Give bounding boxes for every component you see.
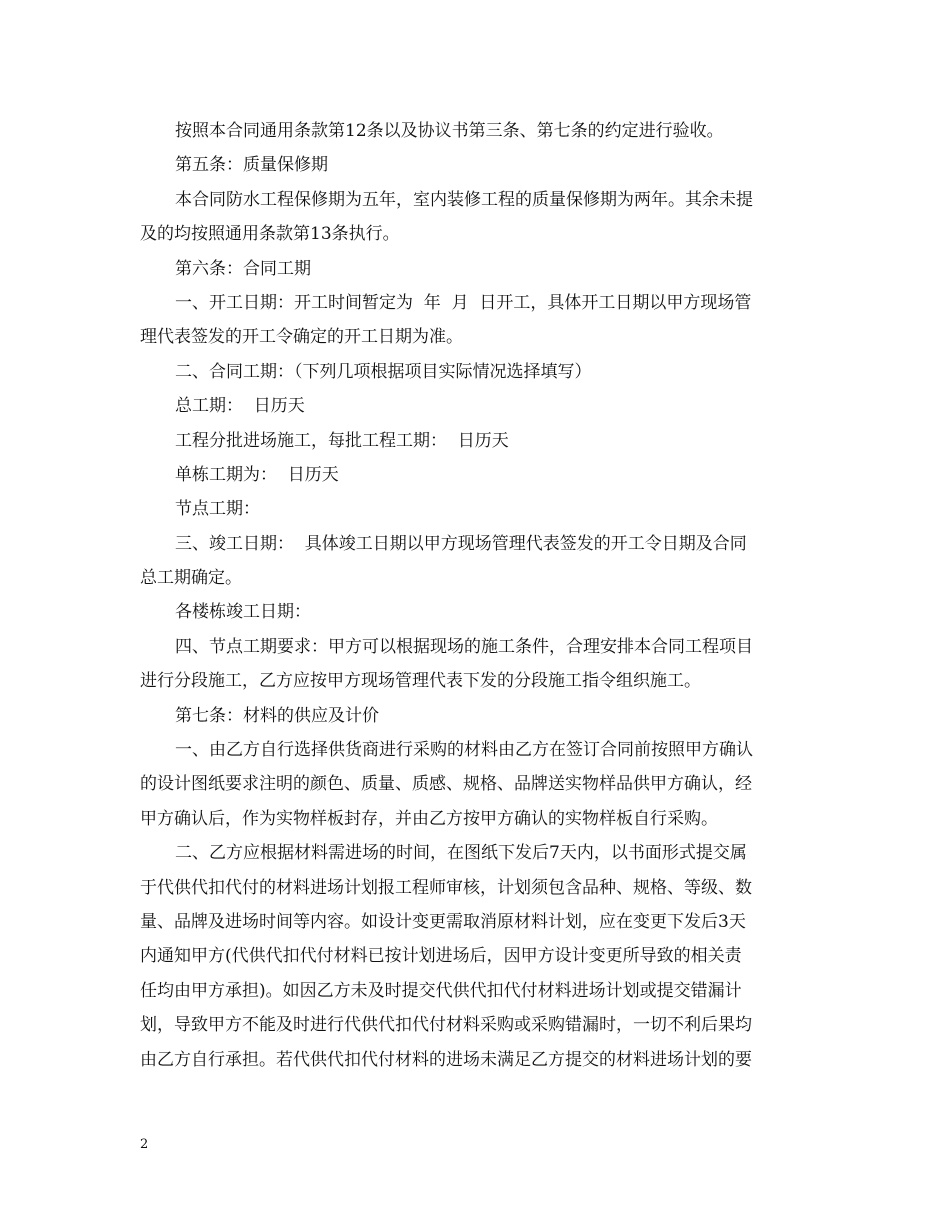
paragraph-line: 任均由甲方承担)。如因乙方未及时提交代供代扣代付材料进场计划或提交错漏计: [140, 980, 742, 1001]
paragraph-line: 一、由乙方自行选择供货商进行采购的材料由乙方在签订合同前按照甲方确认: [175, 740, 753, 761]
paragraph-line: 量、品牌及进场时间等内容。如设计变更需取消原材料计划，应在变更下发后3天: [140, 911, 746, 932]
paragraph-line: 三、竣工日期： 具体竣工日期以甲方现场管理代表签发的开工令日期及合同: [175, 533, 747, 554]
paragraph-line: 及的均按照通用条款第13条执行。: [140, 224, 400, 245]
paragraph-line: 总工期确定。: [140, 568, 242, 589]
paragraph-line: 按照本合同通用条款第12条以及协议书第三条、第七条的约定进行验收。: [175, 121, 724, 141]
paragraph-line: 由乙方自行承担。若代供代扣代付材料的进场未满足乙方提交的材料进场计划的要: [140, 1049, 752, 1070]
paragraph-line: 单栋工期为： 日历天: [175, 464, 339, 485]
paragraph-line: 甲方确认后，作为实物样板封存，并由乙方按甲方确认的实物样板自行采购。: [140, 808, 718, 829]
paragraph-line: 于代供代扣代付的材料进场计划报工程师审核，计划须包含品种、规格、等级、数: [140, 877, 752, 898]
paragraph-line: 一、开工日期：开工时间暂定为 年 月 日开工，具体开工日期以甲方现场管: [175, 292, 752, 313]
paragraph-line: 总工期： 日历天: [175, 396, 305, 417]
paragraph-line: 内通知甲方(代供代扣代付材料已按计划进场后，因甲方设计变更所导致的相关责: [140, 946, 742, 967]
page-number: 2: [140, 1137, 149, 1152]
paragraph-line: 的设计图纸要求注明的颜色、质量、质感、规格、品牌送实物样品供甲方确认，经: [140, 774, 752, 795]
paragraph-line: 理代表签发的开工令确定的开工日期为准。: [140, 327, 463, 348]
paragraph-line: 各楼栋竣工日期：: [175, 602, 311, 623]
paragraph-line: 工程分批进场施工，每批工程工期： 日历天: [175, 430, 509, 451]
document-body: [140, 114, 812, 1077]
paragraph-line: 二、乙方应根据材料需进场的时间，在图纸下发后7天内，以书面形式提交属: [175, 843, 747, 864]
paragraph-line: 划，导致甲方不能及时进行代供代扣代付材料采购或采购错漏时，一切不利后果均: [140, 1015, 752, 1036]
paragraph-line: 进行分段施工，乙方应按甲方现场管理代表下发的分段施工指令组织施工。: [140, 671, 701, 692]
paragraph-line: 四、节点工期要求：甲方可以根据现场的施工条件，合理安排本合同工程项目: [175, 636, 753, 657]
section-heading: 第五条：质量保修期: [175, 155, 328, 176]
paragraph-line: 本合同防水工程保修期为五年，室内装修工程的质量保修期为两年。其余未提: [175, 189, 753, 210]
paragraph-line: 二、合同工期：（下列几项根据项目实际情况选择填写）: [175, 361, 592, 382]
section-heading: 第六条：合同工期: [175, 258, 311, 279]
section-heading: 第七条：材料的供应及计价: [175, 705, 379, 726]
paragraph-line: 节点工期：: [175, 499, 260, 520]
